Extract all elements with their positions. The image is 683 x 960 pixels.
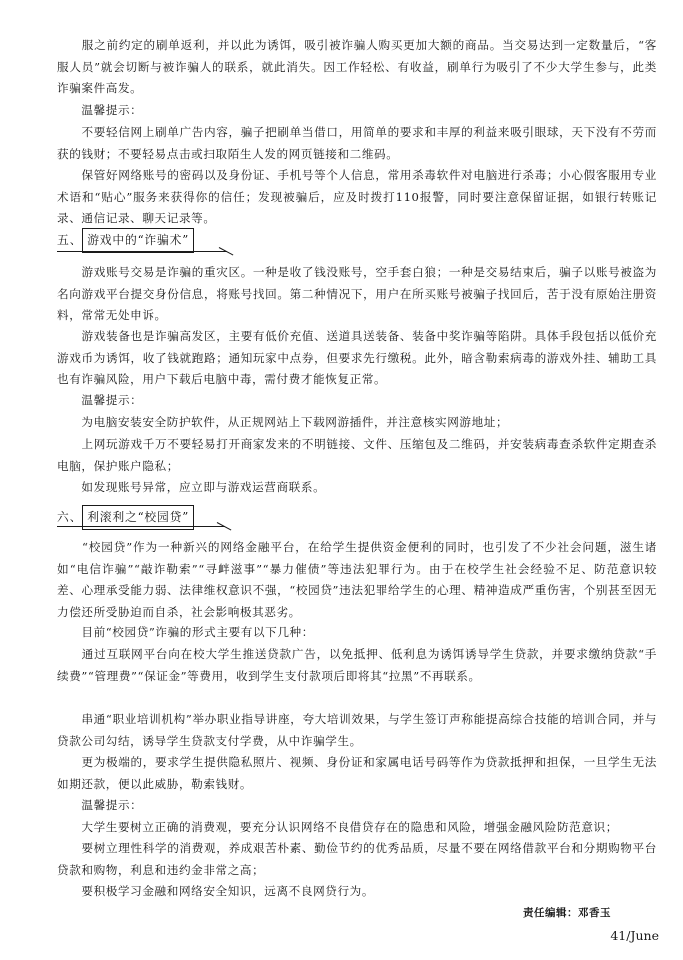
section-6-title: 利滚利之“校园贷” — [82, 505, 194, 530]
paragraph-campus-loan-form-1: 通过互联网平台向在校大学生推送贷款广告，以免抵押、低利息为诱饵诱导学生贷款，并要求缴纳贷款“手续费”“管理费”“保证金”等费用，收到学生支付款项后即将其“拉黑”不再联系。 — [57, 647, 657, 683]
section-5-heading — [57, 228, 194, 253]
paragraph-warm-tip-label: 温馨提示： — [57, 103, 143, 117]
paragraph-campus-loan-intro: “校园贷”作为一种新兴的网络金融平台，在给学生提供资金便利的同时，也引发了不少社会问题，滋生诸如“电信诈骗”“敲诈勒索”“寻衅滋事”“暴力催债”等违法犯罪行为。由于在校学生社会经验不足、防范意识较差、心理承受能力弱、法律维权意识不强，“校园贷”违法犯罪给学生的心理、精神造成严重伤害，个别甚至因无力偿还所受胁迫而自杀，社会影响极其恶劣。 — [57, 540, 657, 619]
paragraph-loan-tip-1: 大学生要树立正确的消费观，要充分认识网络不良借贷存在的隐患和风险，增强金融风险防范意识； — [57, 820, 618, 834]
paragraph-game-tip-3: 如发现账号异常，应立即与游戏运营商联系。 — [57, 480, 326, 494]
paragraph-warm-tip-label-2: 温馨提示： — [57, 393, 143, 407]
section-5-underline — [57, 251, 227, 252]
paragraph-campus-loan-form-3: 更为极端的，要求学生提供隐私照片、视频、身份证和家属电话号码等作为贷款抵押和担保，一旦学生无法如期还款，便以此威胁，勒索钱财。 — [57, 755, 657, 791]
section-5-title: 游戏中的“诈骗术” — [82, 228, 194, 253]
paragraph-warm-tip-label-3: 温馨提示： — [57, 798, 143, 812]
responsible-editor: 责任编辑：邓香玉 — [523, 907, 611, 919]
paragraph-brushing-scam-intro: 服之前约定的刷单返利，并以此为诱饵，吸引被诈骗人购买更加大额的商品。当交易达到一定数量后，“客服人员”就会切断与被诈骗人的联系，就此消失。因工作轻松、有收益，刷单行为吸引了不少大学生参与，此类诈骗案件高发。 — [57, 38, 657, 95]
paragraph-game-tip-2: 上网玩游戏千万不要轻易打开商家发来的不明链接、文件、压缩包及二维码，并安装病毒查杀软件定期查杀电脑，保护账户隐私； — [57, 437, 657, 473]
section-5-number: 五、 — [57, 233, 83, 247]
paragraph-brushing-tip-1: 不要轻信网上刷单广告内容，骗子把刷单当借口，用简单的要求和丰厚的利益来吸引眼球，天下没有不劳而获的钱财；不要轻易点击或扫取陌生人发的网页链接和二维码。 — [57, 125, 657, 161]
page-number: 41/June — [610, 928, 659, 943]
paragraph-campus-loan-form-2: 串通“职业培训机构”举办职业指导讲座，夸大培训效果，与学生签订声称能提高综合技能的培训合同，并与贷款公司勾结，诱导学生贷款支付学费，从中诈骗学生。 — [57, 712, 657, 748]
paragraph-loan-tip-2: 要树立理性科学的消费观，养成艰苦朴素、勤俭节约的优秀品质，尽量不要在网络借款平台和分期购物平台贷款和购物，利息和违约金非常之高； — [57, 841, 657, 877]
paragraph-game-equipment-scam: 游戏装备也是诈骗高发区，主要有低价充值、送道具送装备、装备中奖诈骗等陷阱。具体手段包括以低价充游戏币为诱饵，收了钱就跑路；通知玩家中点券，但要求先行缴税。此外，暗含勒索病毒的游戏外挂、辅助工具也有诈骗风险，用户下载后电脑中毒，需付费才能恢复正常。 — [57, 329, 657, 386]
paragraph-campus-loan-forms: 目前“校园贷”诈骗的形式主要有以下几种： — [57, 625, 314, 639]
paragraph-game-tip-1: 为电脑安装安全防护软件，从正规网站上下载网游插件，并注意核实网游地址； — [57, 415, 509, 429]
section-6-number: 六、 — [57, 510, 83, 524]
paragraph-game-account-scam: 游戏账号交易是诈骗的重灾区。一种是收了钱没账号，空手套白狼；一种是交易结束后，骗子以账号被盗为名向游戏平台提交身份信息，将账号找回。第二种情况下，用户在所买账号被骗子找回后，苦于没有原始注册资料，常常无处申诉。 — [57, 265, 657, 322]
paragraph-brushing-tip-2: 保管好网络账号的密码以及身份证、手机号等个人信息，常用杀毒软件对电脑进行杀毒；小心假客服用专业术语和“贴心”服务来获得你的信任；发现被骗后，应及时拨打110报警，同时要注意保留证据，如银行转账记录、通信记录、聊天记录等。 — [57, 168, 657, 225]
paragraph-loan-tip-3: 要积极学习金融和网络安全知识，远离不良网贷行为。 — [57, 884, 375, 898]
section-6-underline — [57, 526, 225, 527]
